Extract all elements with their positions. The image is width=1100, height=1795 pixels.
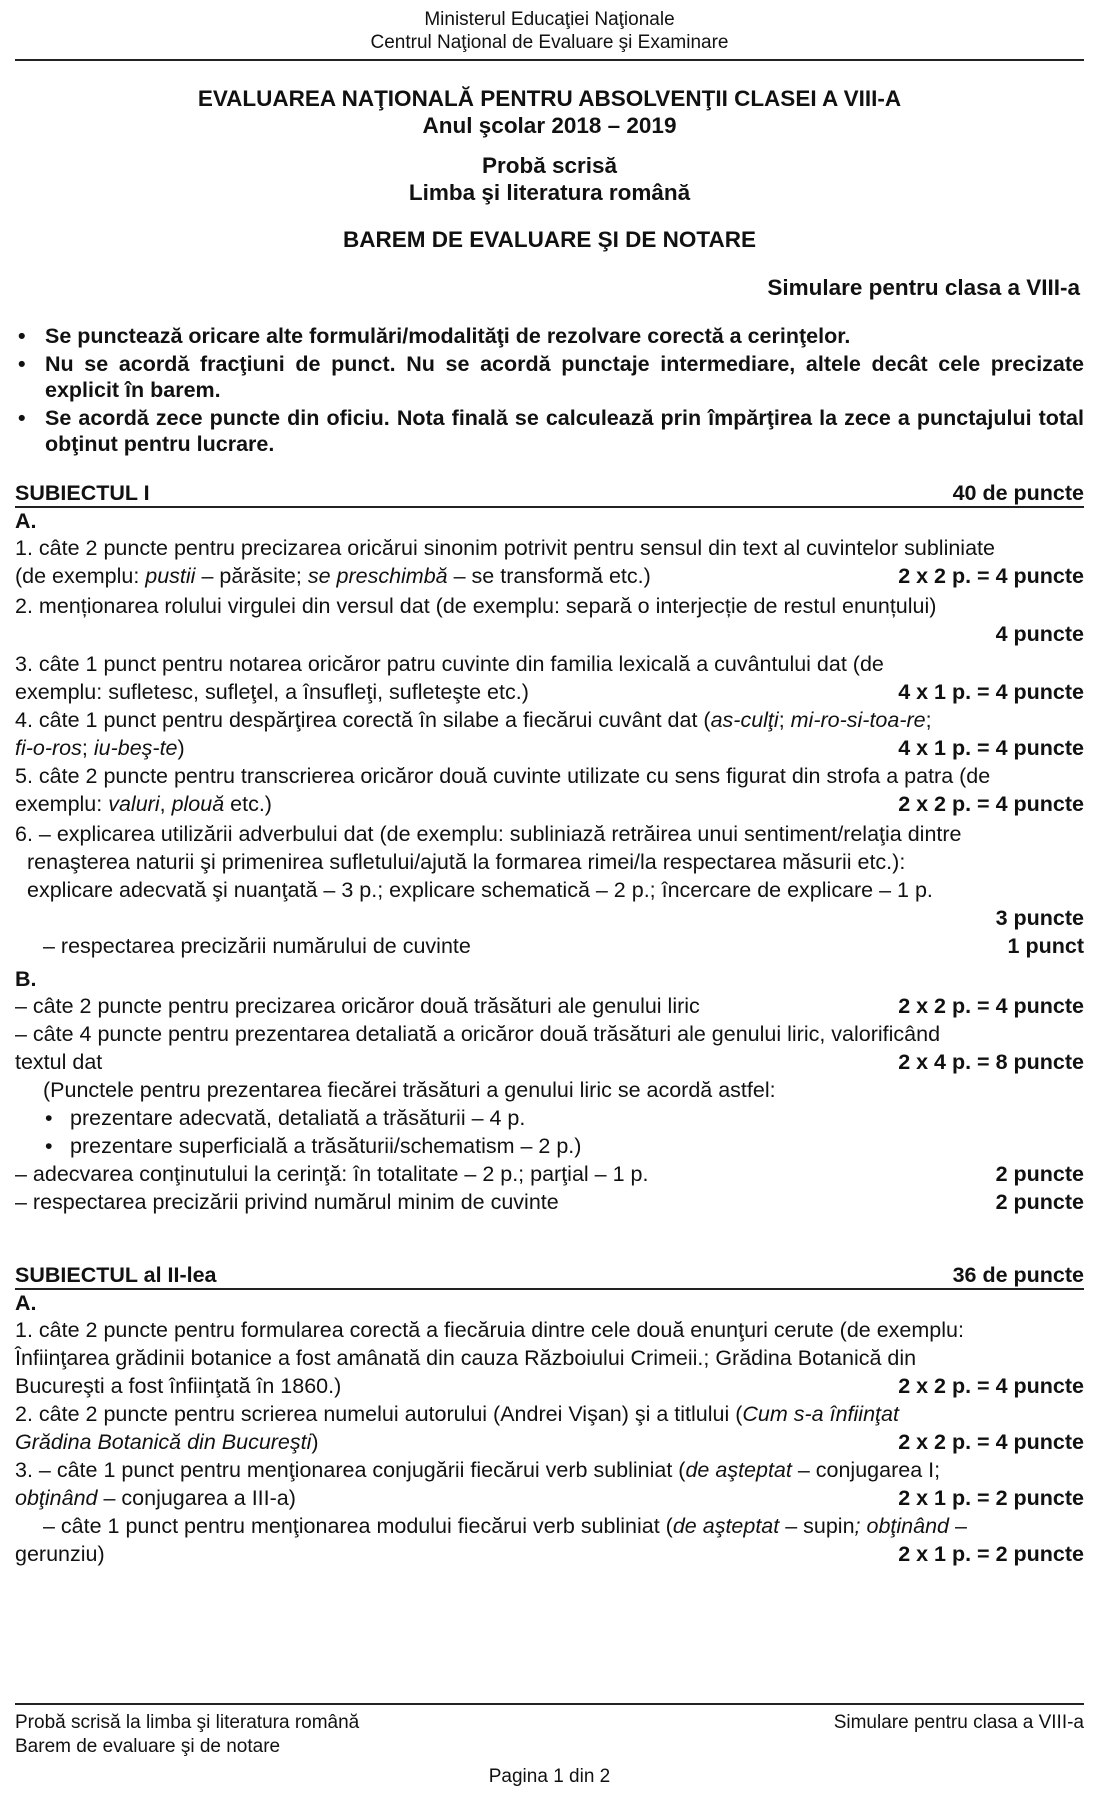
s1-b-item-2: – câte 4 puncte pentru prezentarea detaliată a oricăror două trăsături ale genului liric, valorificând textul dat 2 x 4 p. = 8 puncte (Punctele pentru prezentarea fiecărei trăsături a genului liric se acordă astfel: • prezentare adecvată, detaliată a trăsăturii – 4 p. • prezentare superficială a trăsăturii/schematism – 2 p.) [15,1020,1084,1160]
s1-item-5: 5. câte 2 puncte pentru transcrierea oricăror două cuvinte utilizate cu sens figurat din strofa a patra (de exemplu: valuri, plouă etc.) 2 x 2 p. = 4 puncte [15,764,1084,816]
s2-item-3: 3. – câte 1 punct pentru menţionarea conjugării fiecărui verb subliniat (de aşteptat – conjugarea I; obţinând – conjugarea a III-a) 2 x 1 p. = 2 puncte – câte 1 punct pentru menţionarea modului fiecărui verb subliniat (de aşteptat – supin; obţinând – gerunziu) 2 x 1 p. = 2 puncte [15,1458,1084,1566]
s1-item-4-points: 4 x 1 p. = 4 puncte [898,736,1084,760]
s1-item-6-points: 3 puncte [995,906,1084,930]
subject-1-part-a: A. [15,509,37,533]
sub-bullet: • prezentare adecvată, detaliată a trăsăturii – 4 p. [43,1104,1084,1132]
rule-item: • Se acordă zece puncte din oficiu. Nota finală se calculează prin împărţirea la zece a punctajului total obţinut pentru lucrare. [15,405,1084,457]
ministry-line-1: Ministerul Educaţiei Naţionale [424,9,675,30]
s2-item-2: 2. câte 2 puncte pentru scrierea numelui autorului (Andrei Vişan) şi a titlului (Cum s-a înfiinţat Grădina Botanică din Bucureşti) 2 x 2 p. = 4 puncte [15,1402,1084,1454]
subject-1-part-b: B. [15,967,37,991]
general-rules-list [15,323,1084,457]
ministry-header [15,0,1084,54]
page-number: Pagina 1 din 2 [488,1766,611,1787]
subject-2-heading [15,1262,1084,1290]
exam-title: EVALUAREA NAŢIONALĂ PENTRU ABSOLVENŢII CLASEI A VIII-A [197,86,902,111]
page-footer [15,1703,1084,1789]
footer-left-2: Barem de evaluare şi de notare [15,1736,281,1757]
subject-name: Limba şi literatura română [408,180,691,205]
subject-1-heading [15,480,1084,508]
simulation-label: Simulare pentru clasa a VIII-a [767,275,1080,300]
rule-item: • Se punctează oricare alte formulări/modalităţi de rezolvare corectă a cerinţelor. [15,323,1084,349]
subject-2-part-a: A. [15,1291,37,1315]
header-rule [15,59,1084,61]
s1-item-1-points: 2 x 2 p. = 4 puncte [898,564,1084,588]
rule-item: • Nu se acordă fracţiuni de punct. Nu se acordă punctaje intermediare, altele decât cele precizate explicit în barem. [15,351,1084,403]
s1-b-item-3: – adecvarea conţinutului la cerinţă: în totalitate – 2 p.; parţial – 1 p. 2 puncte [15,1162,1084,1186]
footer-left-1: Probă scrisă la limba şi literatura română [15,1712,360,1733]
s1-b-item-2-subbullets [15,1104,1084,1160]
ministry-line-2: Centrul Naţional de Evaluare şi Examinare [370,32,729,53]
subject-1-points: 40 de puncte [952,481,1084,505]
subject-1-title: SUBIECTUL I [15,481,150,505]
s1-item-3-points: 4 x 1 p. = 4 puncte [898,680,1084,704]
sub-bullet: • prezentare superficială a trăsăturii/schematism – 2 p.) [43,1132,1084,1160]
subject-2-title: SUBIECTUL al II-lea [15,1263,217,1287]
s1-item-5-points: 2 x 2 p. = 4 puncte [898,792,1084,816]
school-year: Anul şcolar 2018 – 2019 [422,113,677,138]
s1-item-6b-points: 1 punct [1007,934,1084,958]
s1-item-3: 3. câte 1 punct pentru notarea oricăror patru cuvinte din familia lexicală a cuvântului dat (de exemplu: sufletesc, sufleţel, a însufleţi, sufleteşte etc.) 4 x 1 p. = 4 puncte [15,652,1084,704]
footer-right-1: Simulare pentru clasa a VIII-a [833,1712,1084,1733]
s1-item-2-points: 4 puncte [995,622,1084,646]
test-type: Probă scrisă [481,153,618,178]
subject-2-points: 36 de puncte [952,1263,1084,1287]
s1-b-item-1: – câte 2 puncte pentru precizarea oricăror două trăsături ale genului liric 2 x 2 p. = 4 puncte [15,994,1084,1018]
s1-item-1: 1. câte 2 puncte pentru precizarea oricărui sinonim potrivit pentru sensul din text al cuvintelor subliniate (de exemplu: pustii – părăsite; se preschimbă – se transformă etc.) 2 x 2 p. = 4 puncte [15,536,1084,588]
footer-rule [15,1703,1084,1705]
s1-item-4: 4. câte 1 punct pentru despărţirea corectă în silabe a fiecărui cuvânt dat (as-culţi; mi-ro-si-toa-re; fi-o-ros; iu-beş-te) 4 x 1 p. = 4 puncte [15,708,1084,760]
s1-b-item-4: – respectarea precizării privind numărul minim de cuvinte 2 puncte [15,1190,1084,1214]
s1-item-6: 6. – explicarea utilizării adverbului dat (de exemplu: subliniază retrăirea unui sentiment/relaţia dintre renaşterea naturii şi primenirea sufletului/ajută la formarea rimei/la respectarea măsurii etc.): explicare adecvată şi nuanţată – 3 p.; explicare schematică – 2 p.; încercare de explicare – 1 p. 3 puncte – respectarea precizării numărului de cuvinte 1 punct [15,822,1084,958]
barem-title: BAREM DE EVALUARE ŞI DE NOTARE [343,227,756,252]
s1-item-2: 2. menționarea rolului virgulei din versul dat (de exemplu: separă o interjecție de restul enunțului) 4 puncte [15,594,1084,646]
s2-item-1: 1. câte 2 puncte pentru formularea corectă a fiecăruia dintre cele două enunţuri cerute (de exemplu: Înfiinţarea grădinii botanice a fost amânată din cauza Războiului Crimeii.; Grădina Botanică din Bucureşti a fost înfiinţată în 1860.) 2 x 2 p. = 4 puncte [15,1318,1084,1398]
document-titles [15,85,1084,253]
